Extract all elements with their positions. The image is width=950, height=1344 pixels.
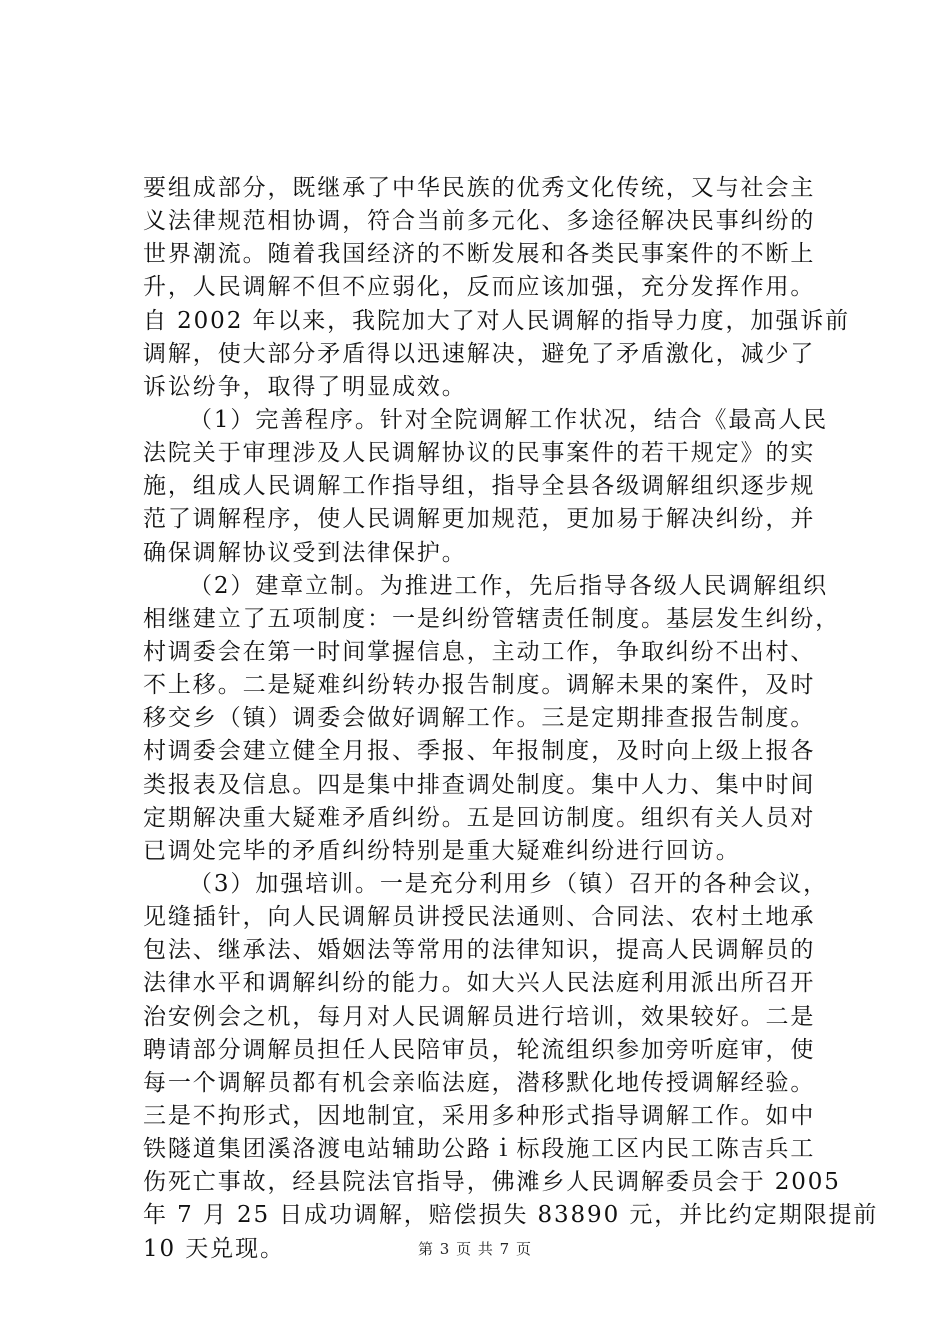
paragraph — [143, 404, 843, 570]
text-line: 定期解决重大疑难矛盾纠纷。五是回访制度。组织有关人员对 — [143, 804, 816, 831]
text-line: 包法、继承法、婚姻法等常用的法律知识，提高人民调解员的 — [143, 937, 816, 964]
text-line: 铁隧道集团溪洛渡电站辅助公路ｉ标段施工区内民工陈吉兵工 — [143, 1136, 816, 1163]
text-line: 治安例会之机，每月对人民调解员进行培训，效果较好。二是 — [143, 1003, 816, 1030]
document-body — [143, 172, 879, 1266]
text-line: 移交乡（镇）调委会做好调解工作。三是定期排查报告制度。 — [143, 705, 816, 732]
text-line: （3）加强培训。一是充分利用乡（镇）召开的各种会议， — [189, 870, 829, 897]
text-line: 村调委会在第一时间掌握信息，主动工作，争取纠纷不出村、 — [143, 638, 816, 665]
text-line: （1）完善程序。针对全院调解工作状况，结合《最高人民 — [189, 406, 829, 433]
text-line: 法院关于审理涉及人民调解协议的民事案件的若干规定》的实 — [143, 440, 816, 467]
text-line: 聘请部分调解员担任人民陪审员，轮流组织参加旁听庭审，使 — [143, 1036, 816, 1063]
text-line: （2）建章立制。为推进工作，先后指导各级人民调解组织 — [189, 572, 829, 599]
text-line: 相继建立了五项制度：一是纠纷管辖责任制度。基层发生纠纷， — [143, 605, 841, 632]
text-line: 自 2002 年以来，我院加大了对人民调解的指导力度，加强诉前 — [143, 307, 851, 334]
text-line: 10 天兑现。 — [143, 1235, 285, 1262]
text-line: 确保调解协议受到法律保护。 — [143, 539, 467, 566]
page-number-label: 第 3 页 共 7 页 — [418, 1240, 532, 1258]
text-line: 每一个调解员都有机会亲临法庭，潜移默化地传授调解经验。 — [143, 1069, 816, 1096]
text-line: 法律水平和调解纠纷的能力。如大兴人民法庭利用派出所召开 — [143, 970, 816, 997]
text-line: 升，人民调解不但不应弱化，反而应该加强，充分发挥作用。 — [143, 274, 816, 301]
text-line: 伤死亡事故，经县院法官指导，佛滩乡人民调解委员会于 2005 — [143, 1169, 841, 1196]
text-line: 年 7 月 25 日成功调解，赔偿损失 83890 元，并比约定期限提前 — [143, 1202, 879, 1229]
text-line: 要组成部分，既继承了中华民族的优秀文化传统，又与社会主 — [143, 175, 816, 201]
text-line: 三是不拘形式，因地制宜，采用多种形式指导调解工作。如中 — [143, 1102, 816, 1129]
text-line: 见缝插针，向人民调解员讲授民法通则、合同法、农村土地承 — [143, 904, 816, 931]
text-line: 世界潮流。随着我国经济的不断发展和各类民事案件的不断上 — [143, 241, 816, 268]
paragraph — [143, 570, 843, 868]
text-line: 调解，使大部分矛盾得以迅速解决，避免了矛盾激化，减少了 — [143, 340, 816, 367]
text-line: 诉讼纷争，取得了明显成效。 — [143, 373, 467, 400]
text-line: 施，组成人民调解工作指导组，指导全县各级调解组织逐步规 — [143, 473, 816, 500]
text-line: 已调处完毕的矛盾纠纷特别是重大疑难纠纷进行回访。 — [143, 837, 741, 864]
text-line: 不上移。二是疑难纠纷转办报告制度。调解未果的案件，及时 — [143, 672, 816, 699]
page-footer — [0, 1238, 950, 1259]
text-line: 类报表及信息。四是集中排查调处制度。集中人力、集中时间 — [143, 771, 816, 798]
paragraph — [143, 172, 851, 404]
text-line: 范了调解程序，使人民调解更加规范，更加易于解决纠纷，并 — [143, 506, 816, 533]
text-line: 村调委会建立健全月报、季报、年报制度，及时向上级上报各 — [143, 738, 816, 765]
paragraph — [143, 868, 879, 1266]
text-line: 义法律规范相协调，符合当前多元化、多途径解决民事纠纷的 — [143, 208, 816, 235]
